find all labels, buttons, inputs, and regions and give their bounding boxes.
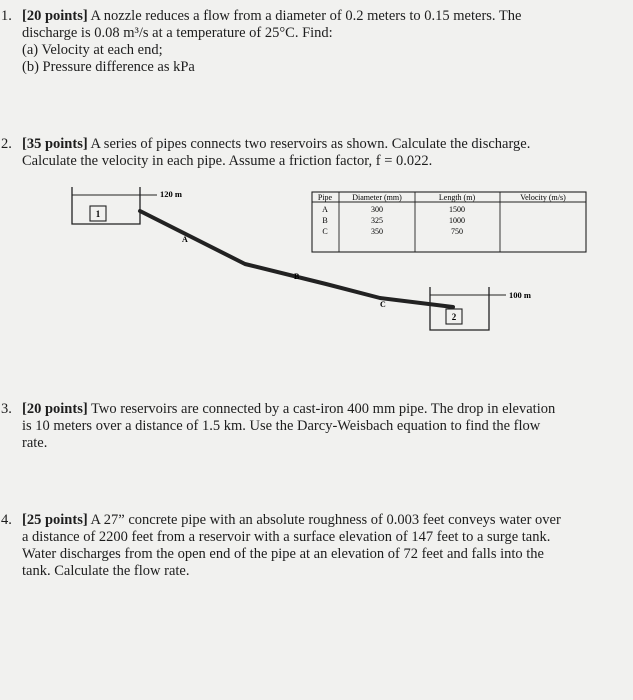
table-cell: 1500 (449, 205, 465, 214)
problem-line (22, 8, 521, 25)
problem-line: is 10 meters over a distance of 1.5 km. Use the Darcy-Weisbach equation to find the flow (22, 418, 541, 434)
line-text: A series of pipes connects two reservoirs as shown. Calculate the discharge. (90, 136, 531, 152)
problem-text (22, 401, 555, 452)
problem-line: rate. (22, 435, 48, 451)
table-cell: B (322, 216, 328, 225)
reservoir-1-label: 1 (95, 209, 101, 219)
table-cell: 300 (371, 205, 383, 214)
problem-number: 4. (1, 512, 12, 528)
problem-number: 1. (1, 8, 12, 24)
pipe-table (312, 192, 586, 252)
points-label: [20 points] (22, 8, 88, 24)
problem-line: discharge is 0.08 m³/s at a temperature of 25°C. Find: (22, 25, 333, 41)
line-text: Two reservoirs are connected by a cast-iron 400 mm pipe. The drop in elevation (91, 401, 556, 417)
problem-line (22, 512, 561, 529)
problem-text (22, 8, 521, 76)
reservoir-2-label: 2 (451, 312, 457, 322)
problem-line: (b) Pressure difference as kPa (22, 59, 195, 75)
problem-line: Calculate the velocity in each pipe. Assume a friction factor, f = 0.022. (22, 153, 433, 169)
reservoir-2 (430, 287, 489, 330)
problem-number: 3. (1, 401, 12, 417)
pipe-line (140, 211, 453, 307)
problem-number: 2. (1, 136, 12, 152)
line-text: A nozzle reduces a flow from a diameter of 0.2 meters to 0.15 meters. The (90, 8, 522, 24)
problem-line (22, 401, 555, 418)
elevation-label-2: 100 m (509, 290, 531, 300)
line-text: A 27” concrete pipe with an absolute roughness of 0.003 feet conveys water over (90, 512, 561, 528)
table-header-velocity: Velocity (m/s) (520, 193, 566, 202)
problem-text (22, 512, 561, 580)
reservoir-1 (72, 187, 140, 224)
pipe-label-b: B (294, 272, 300, 281)
table-cell: 1000 (449, 216, 465, 225)
table-header-length: Length (m) (438, 193, 476, 202)
table-cell: C (322, 227, 328, 236)
pipe-diagram (0, 180, 633, 400)
problem-text (22, 136, 530, 170)
table-cell: 325 (371, 216, 383, 225)
elevation-label-1: 120 m (160, 189, 182, 199)
problem-line: tank. Calculate the flow rate. (22, 563, 190, 579)
problem-line (22, 136, 530, 153)
table-header-pipe: Pipe (317, 193, 333, 202)
pipe-label-a: A (182, 235, 188, 244)
table-cell: 750 (451, 227, 463, 236)
table-cell: 350 (371, 227, 383, 236)
points-label: [35 points] (22, 136, 88, 152)
points-label: [20 points] (22, 401, 88, 417)
elevation-marker-1 (140, 189, 182, 199)
problem-line: Water discharges from the open end of the pipe at an elevation of 72 feet and falls into the (22, 546, 544, 562)
points-label: [25 points] (22, 512, 88, 528)
pipe-label-c: C (380, 300, 386, 309)
problem-line: a distance of 2200 feet from a reservoir with a surface elevation of 147 feet to a surge tank. (22, 529, 551, 545)
table-header-diameter: Diameter (mm) (352, 193, 402, 202)
table-cell: A (322, 205, 328, 214)
elevation-marker-2 (489, 290, 531, 300)
problem-line: (a) Velocity at each end; (22, 42, 163, 58)
